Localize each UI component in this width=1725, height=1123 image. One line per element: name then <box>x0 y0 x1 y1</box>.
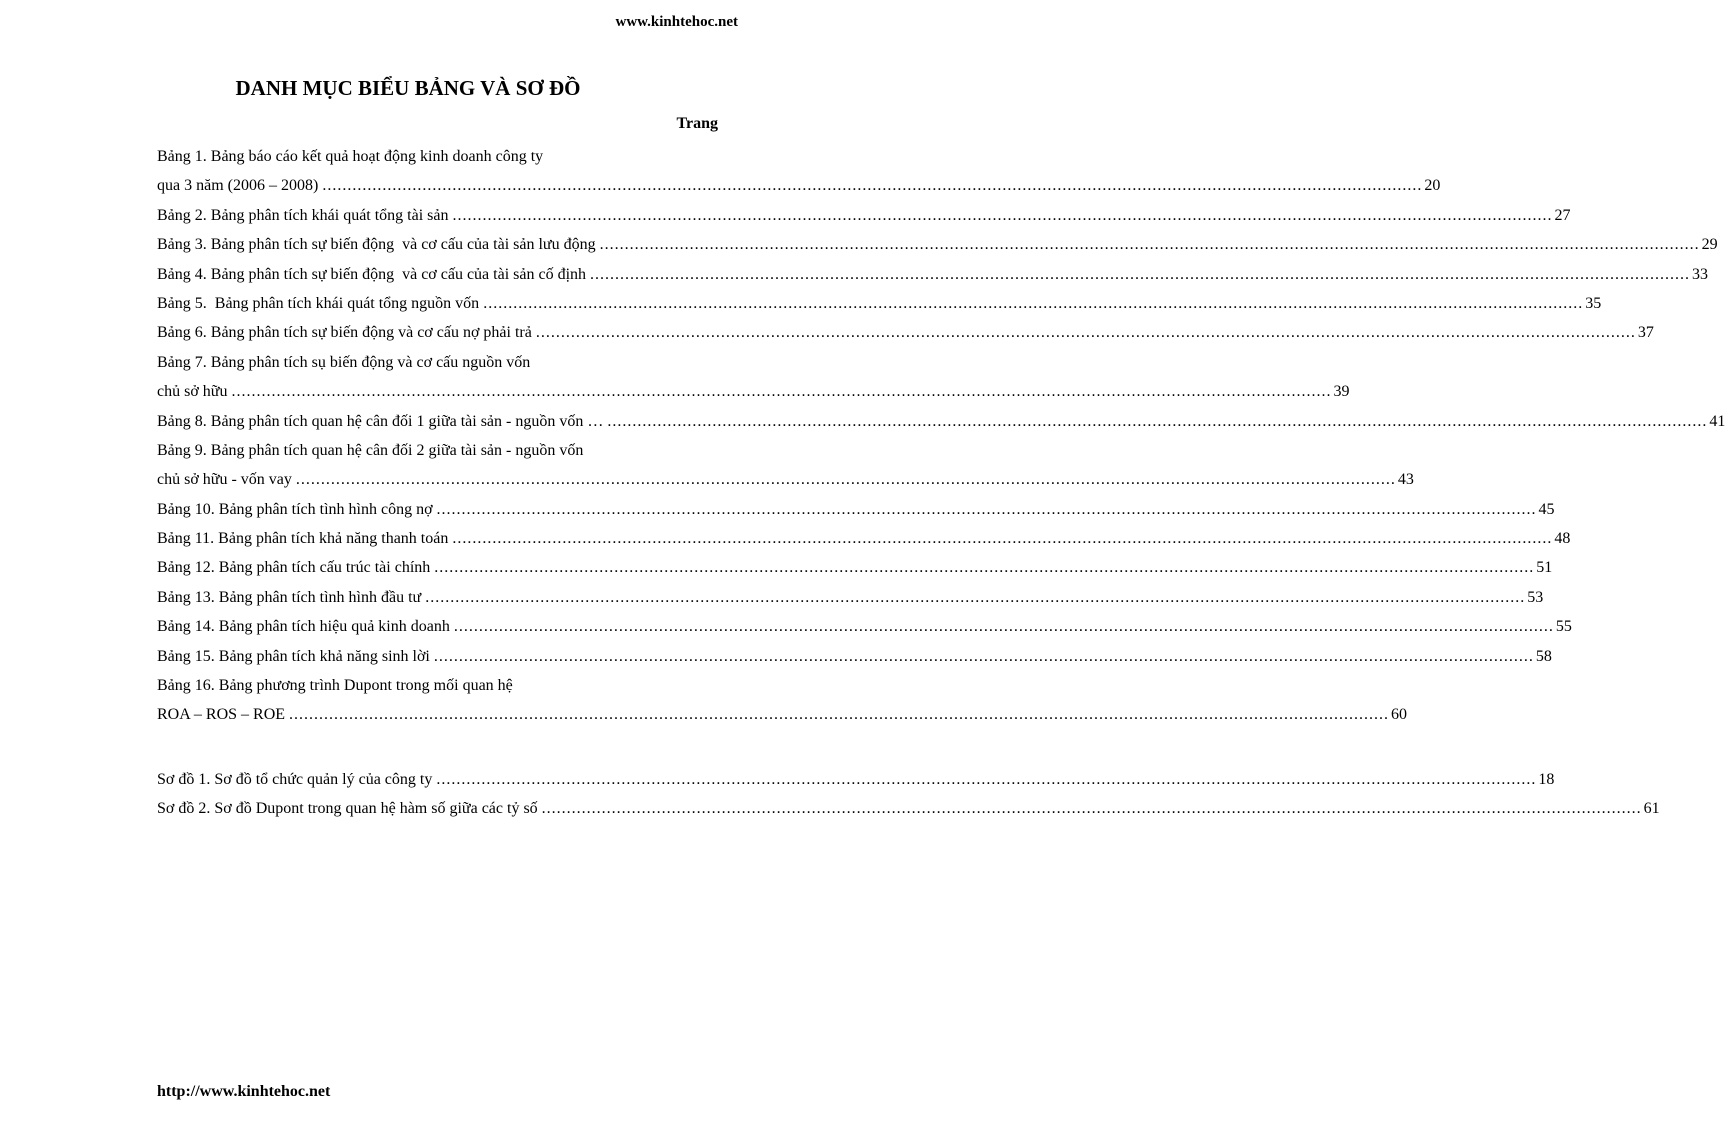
toc-entry-title: Sơ đồ 2. Sơ đồ Dupont trong quan hệ hàm số giữa các tỷ số <box>157 800 538 818</box>
toc-entry-page-number: 53 <box>1527 588 1544 606</box>
toc-entry-page-number: 60 <box>1391 706 1408 724</box>
toc-entry-page-number: 27 <box>1554 206 1571 224</box>
dot-leader: ............................................................................................................................................................................................................................ <box>607 412 1708 430</box>
toc-entry-title: qua 3 năm (2006 – 2008) <box>157 177 319 195</box>
dot-leader: ............................................................................................................................................................................................................................ <box>452 206 1553 224</box>
toc-entry-row <box>157 612 1572 641</box>
dot-leader: ............................................................................................................................................................................................................................ <box>483 294 1584 312</box>
toc-entry <box>157 642 1552 671</box>
table-list <box>157 142 1725 730</box>
toc-entry-title: Bảng 12. Bảng phân tích cấu trúc tài chính <box>157 559 431 577</box>
toc-entry-title: ROA – ROS – ROE <box>157 706 286 724</box>
toc-entry-page-number: 45 <box>1538 500 1555 518</box>
toc-entry <box>157 765 1555 794</box>
page-title: DANH MỤC BIỂU BẢNG VÀ SƠ ĐỒ <box>235 76 581 100</box>
toc-entry <box>157 348 1350 407</box>
toc-entry-row <box>157 642 1552 671</box>
toc-entry-row <box>157 171 1441 200</box>
toc-entry-page-number: 48 <box>1554 530 1571 548</box>
toc-entry <box>157 524 1571 553</box>
toc-entry-label-line: Bảng 16. Bảng phương trình Dupont trong mối quan hệ <box>157 677 513 695</box>
toc-entry-page-number: 61 <box>1643 800 1660 818</box>
toc-entry-row <box>157 377 1350 406</box>
toc-entry-page-number: 55 <box>1555 618 1572 636</box>
toc-entry-row <box>157 495 1555 524</box>
toc-entry-row <box>157 583 1544 612</box>
toc-entry <box>157 794 1660 823</box>
dot-leader: ............................................................................................................................................................................................................................ <box>436 500 1537 518</box>
dot-leader: ............................................................................................................................................................................................................................ <box>433 647 1534 665</box>
toc-entry-title: Bảng 6. Bảng phân tích sự biến động và cơ cấu nợ phải trả <box>157 324 532 342</box>
dot-leader: ............................................................................................................................................................................................................................ <box>289 706 1390 724</box>
dot-leader: ............................................................................................................................................................................................................................ <box>453 618 1554 636</box>
dot-leader: ............................................................................................................................................................................................................................ <box>295 471 1396 489</box>
dot-leader: ............................................................................................................................................................................................................................ <box>322 177 1423 195</box>
toc-entry <box>157 318 1654 347</box>
toc-entry <box>157 495 1555 524</box>
toc-entry-page-number: 58 <box>1535 647 1552 665</box>
toc-entry-title: Bảng 3. Bảng phân tích sự biến động và cơ cấu của tài sản lưu động <box>157 236 596 254</box>
toc-entry-title: Sơ đồ 1. Sơ đồ tổ chức quản lý của công ty <box>157 771 433 788</box>
toc-entry-title: chủ sở hữu - vốn vay <box>157 471 292 489</box>
dot-leader: ............................................................................................................................................................................................................................ <box>535 324 1636 342</box>
dot-leader: ............................................................................................................................................................................................................................ <box>541 800 1642 818</box>
toc-entry-page-number: 51 <box>1536 559 1553 577</box>
toc-entry-title: Bảng 15. Bảng phân tích khả năng sinh lời <box>157 647 430 665</box>
toc-entry-page-number: 18 <box>1538 771 1555 788</box>
header-url: www.kinhtehoc.net <box>615 14 738 30</box>
toc-entry-title: Bảng 10. Bảng phân tích tình hình công nợ <box>157 500 433 518</box>
toc-entry-row <box>157 230 1718 259</box>
diagram-list <box>157 765 1660 824</box>
toc-entry-page-number: 29 <box>1701 236 1718 254</box>
toc-entry <box>157 142 1441 201</box>
footer-url: http://www.kinhtehoc.net <box>157 1083 331 1100</box>
dot-leader: ............................................................................................................................................................................................................................ <box>425 588 1526 606</box>
toc-entry <box>157 407 1725 436</box>
toc-entry-title: Bảng 11. Bảng phân tích khả năng thanh toán <box>157 530 449 548</box>
dot-leader: ............................................................................................................................................................................................................................ <box>452 530 1553 548</box>
toc-entry <box>157 671 1408 730</box>
toc-entry-row <box>157 553 1553 582</box>
dot-leader: ............................................................................................................................................................................................................................ <box>231 383 1332 401</box>
toc-entry <box>157 201 1571 230</box>
toc-entry-label-line: Bảng 9. Bảng phân tích quan hệ cân đối 2 giữa tài sản - nguồn vốn <box>157 441 584 459</box>
toc-entry-row <box>157 794 1660 823</box>
toc-entry-title: Bảng 2. Bảng phân tích khái quát tổng tài sản <box>157 206 449 224</box>
toc-entry-title: chủ sở hữu <box>157 383 228 401</box>
toc-entry-row <box>157 465 1414 494</box>
toc-entry-row <box>157 318 1654 347</box>
toc-entry-row <box>157 260 1709 289</box>
toc-entry-row <box>157 524 1571 553</box>
toc-entry <box>157 436 1414 495</box>
toc-entry-title: Bảng 14. Bảng phân tích hiệu quả kinh doanh <box>157 618 450 636</box>
toc-entry-page-number: 37 <box>1637 324 1654 342</box>
toc-entry-row <box>157 700 1408 729</box>
toc-entry-title: Bảng 5. Bảng phân tích khái quát tổng nguồn vốn <box>157 294 480 312</box>
dot-leader: ............................................................................................................................................................................................................................ <box>590 265 1691 283</box>
dot-leader: ............................................................................................................................................................................................................................ <box>599 236 1700 254</box>
toc-entry <box>157 553 1553 582</box>
toc-entry-title: Bảng 4. Bảng phân tích sự biến động và cơ cấu của tài sản cố định <box>157 265 587 283</box>
toc-entry-title: Bảng 13. Bảng phân tích tình hình đầu tư <box>157 588 422 606</box>
toc-entry-row <box>157 289 1602 318</box>
toc-entry-row <box>157 765 1555 794</box>
toc-entry-title: Bảng 8. Bảng phân tích quan hệ cân đối 1 giữa tài sản - nguồn vốn … <box>157 412 604 430</box>
dot-leader: ............................................................................................................................................................................................................................ <box>436 771 1537 788</box>
toc-entry-page-number: 35 <box>1585 294 1602 312</box>
toc-entry <box>157 612 1572 641</box>
toc-entry-page-number: 20 <box>1424 177 1441 195</box>
toc-entry-page-number: 33 <box>1692 265 1709 283</box>
toc-entry-page-number: 43 <box>1397 471 1414 489</box>
toc-entry <box>157 260 1709 289</box>
toc-entry <box>157 583 1544 612</box>
dot-leader: ............................................................................................................................................................................................................................ <box>434 559 1535 577</box>
toc-entry-label-line: Bảng 1. Bảng báo cáo kết quả hoạt động kinh doanh công ty <box>157 148 544 165</box>
toc-entry-row <box>157 407 1725 436</box>
toc-entry-row <box>157 201 1571 230</box>
toc-entry-page-number: 41 <box>1709 412 1725 430</box>
page-column-label: Trang <box>676 115 718 132</box>
toc-entry-page-number: 39 <box>1333 383 1350 401</box>
toc-entry-label-line: Bảng 7. Bảng phân tích sụ biến động và cơ cấu nguồn vốn <box>157 353 531 371</box>
toc-entry <box>157 289 1602 318</box>
toc-entry <box>157 230 1718 259</box>
